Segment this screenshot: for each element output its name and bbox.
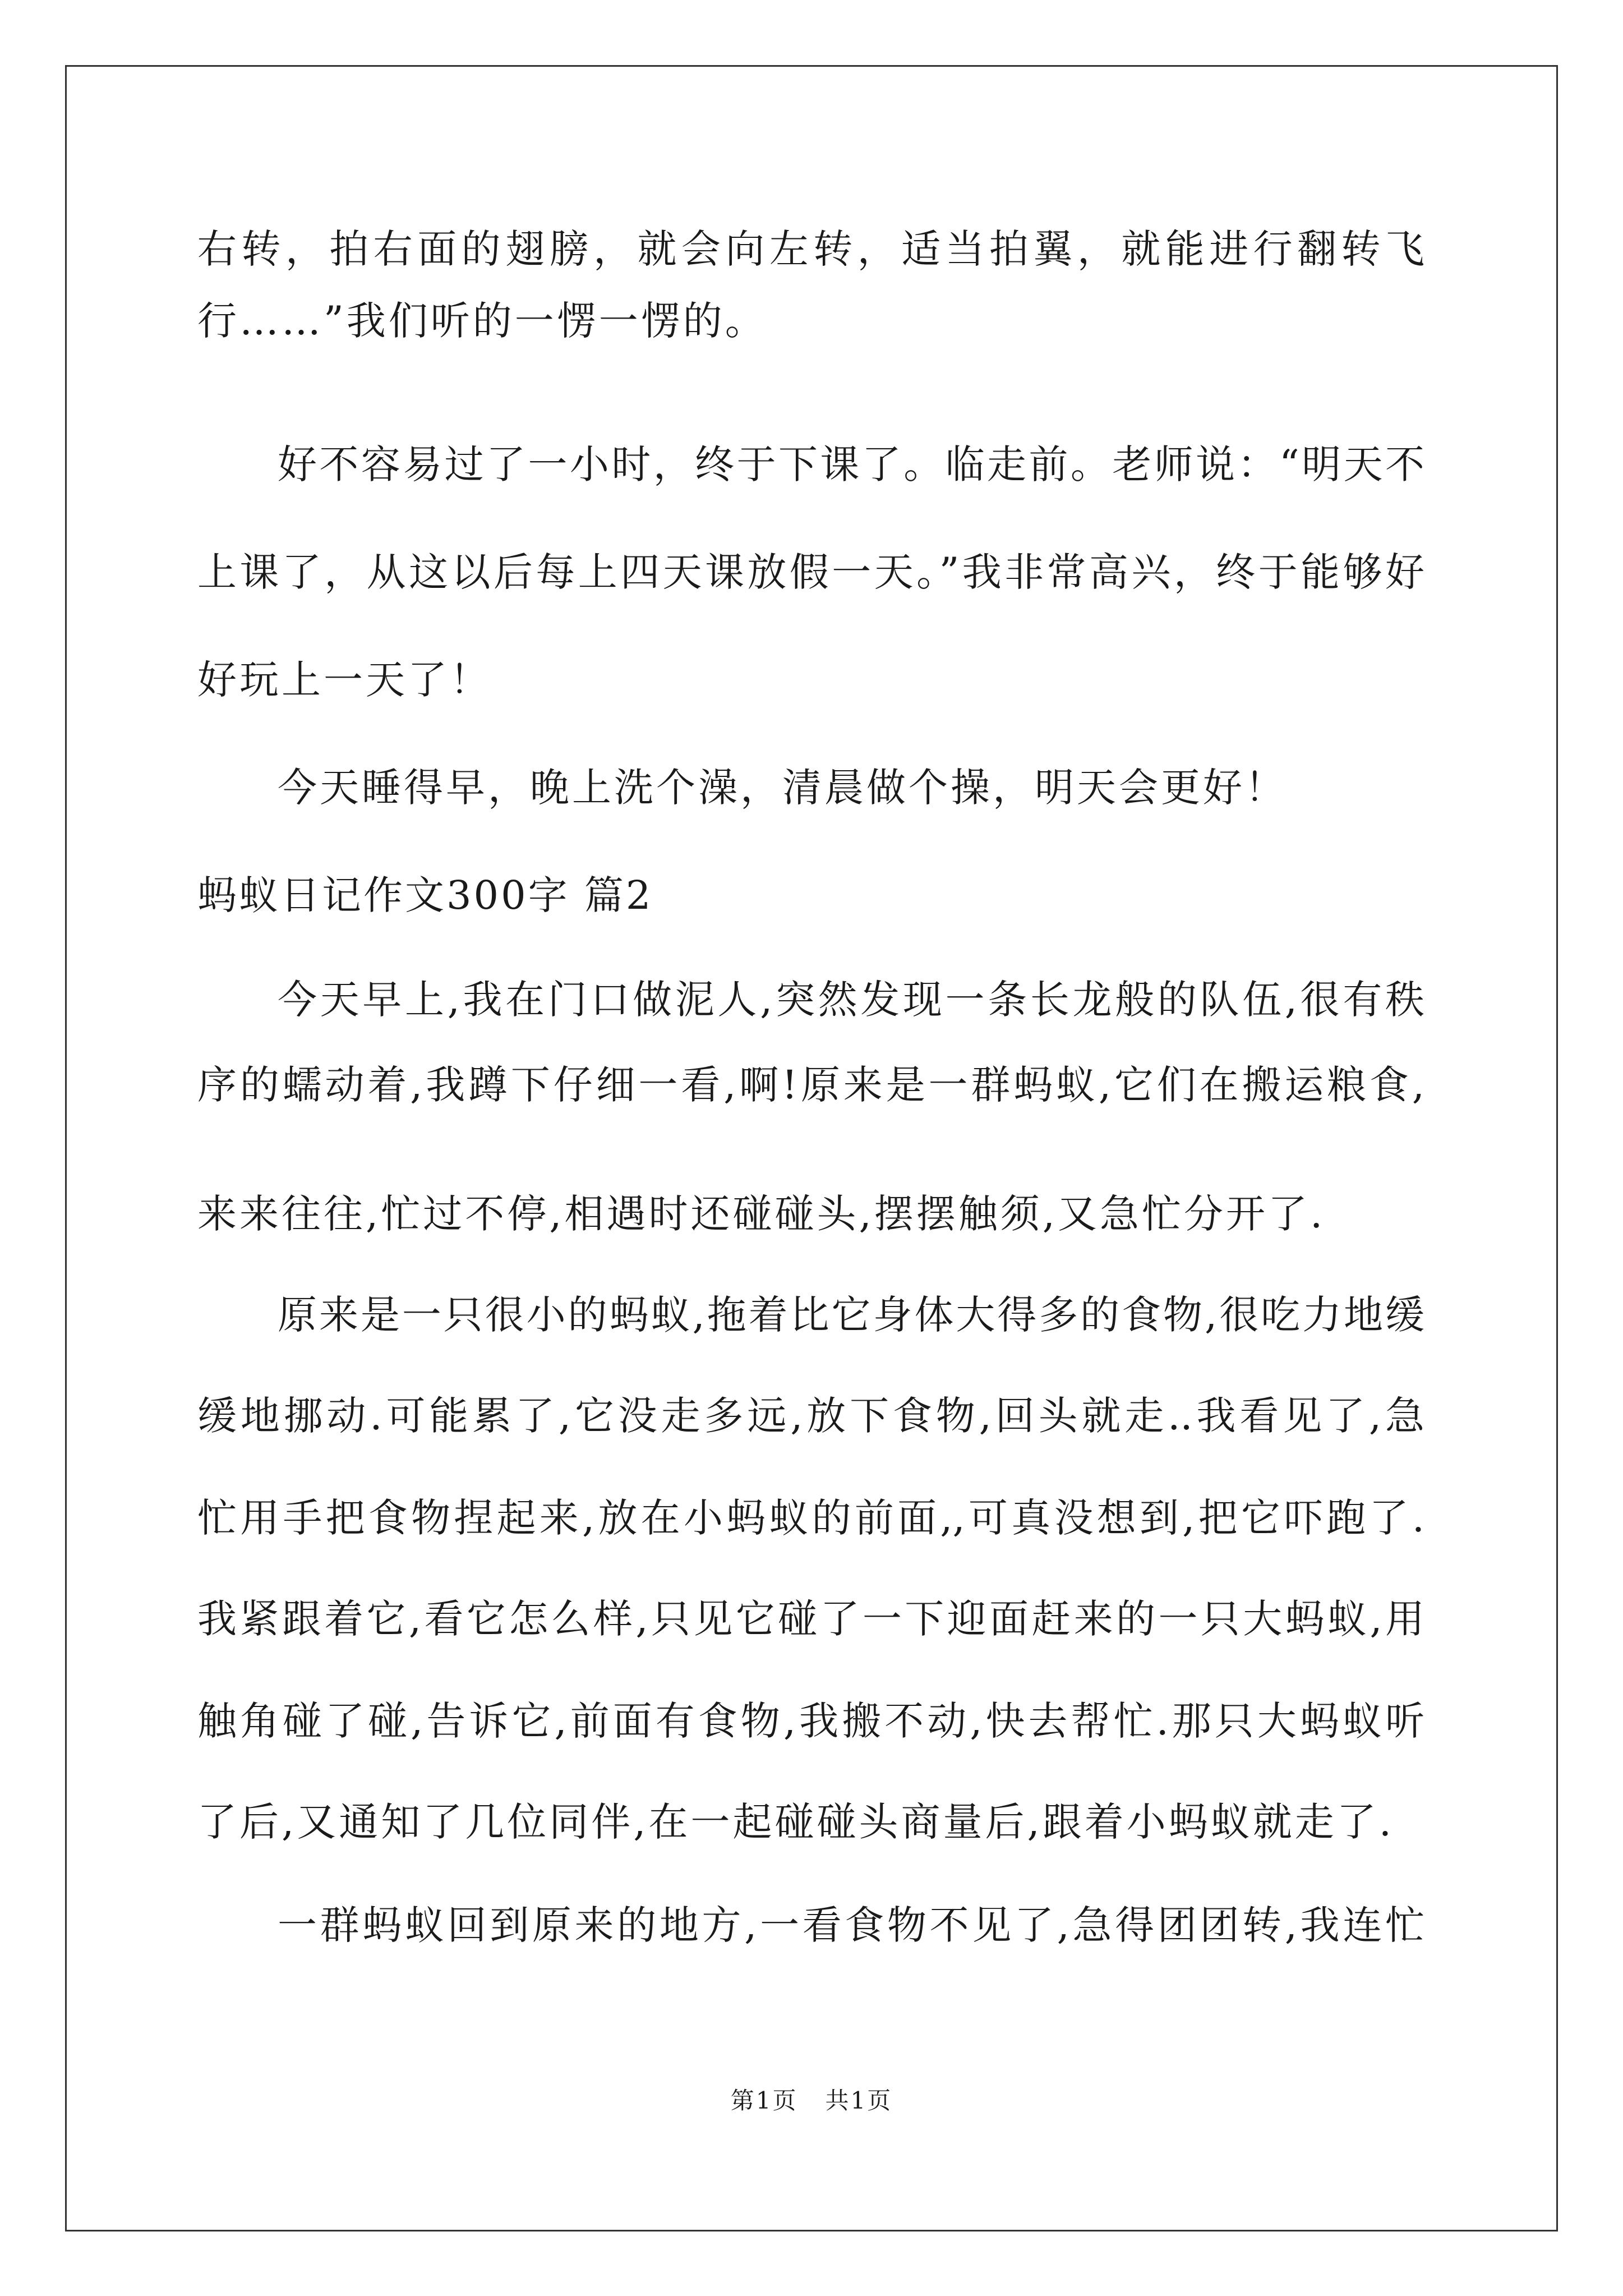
text-line: 右转，拍右面的翅膀，就会向左转，适当拍翼，就能进行翻转飞 — [197, 226, 1424, 272]
section-heading: 蚂蚁日记作文300字 篇2 — [197, 872, 653, 918]
text-line: 好不容易过了一小时，终于下课了。临走前。老师说：“明天不 — [278, 441, 1424, 487]
text-line: 上课了，从这以后每上四天课放假一天。”我非常高兴，终于能够好 — [197, 549, 1424, 595]
text-line: 原来是一只很小的蚂蚁,拖着比它身体大得多的食物,很吃力地缓 — [278, 1292, 1424, 1338]
text-line: 今天早上,我在门口做泥人,突然发现一条长龙般的队伍,很有秩 — [278, 977, 1424, 1023]
page-number: 第1页 共1页 — [730, 2087, 893, 2114]
text-line: 一群蚂蚁回到原来的地方,一看食物不见了,急得团团转,我连忙 — [278, 1902, 1424, 1948]
text-line: 忙用手把食物捏起来,放在小蚂蚁的前面,,可真没想到,把它吓跑了. — [197, 1495, 1424, 1541]
text-line: 了后,又通知了几位同伴,在一起碰碰头商量后,跟着小蚂蚁就走了. — [197, 1799, 1395, 1845]
text-line: 序的蠕动着,我蹲下仔细一看,啊!原来是一群蚂蚁,它们在搬运粮食, — [197, 1062, 1424, 1108]
text-line: 今天睡得早，晚上洗个澡，清晨做个操，明天会更好！ — [278, 765, 1287, 811]
text-line: 缓地挪动.可能累了,它没走多远,放下食物,回头就走..我看见了,急 — [197, 1393, 1424, 1439]
text-line: 好玩上一天了！ — [197, 657, 492, 703]
text-line: 行……”我们听的一愣一愣的。 — [197, 298, 767, 344]
text-line: 来来往往,忙过不停,相遇时还碰碰头,摆摆触须,又急忙分开了. — [197, 1191, 1326, 1237]
text-line: 触角碰了碰,告诉它,前面有食物,我搬不动,快去帮忙.那只大蚂蚁听 — [197, 1698, 1424, 1744]
text-line: 我紧跟着它,看它怎么样,只见它碰了一下迎面赶来的一只大蚂蚁,用 — [197, 1596, 1424, 1642]
